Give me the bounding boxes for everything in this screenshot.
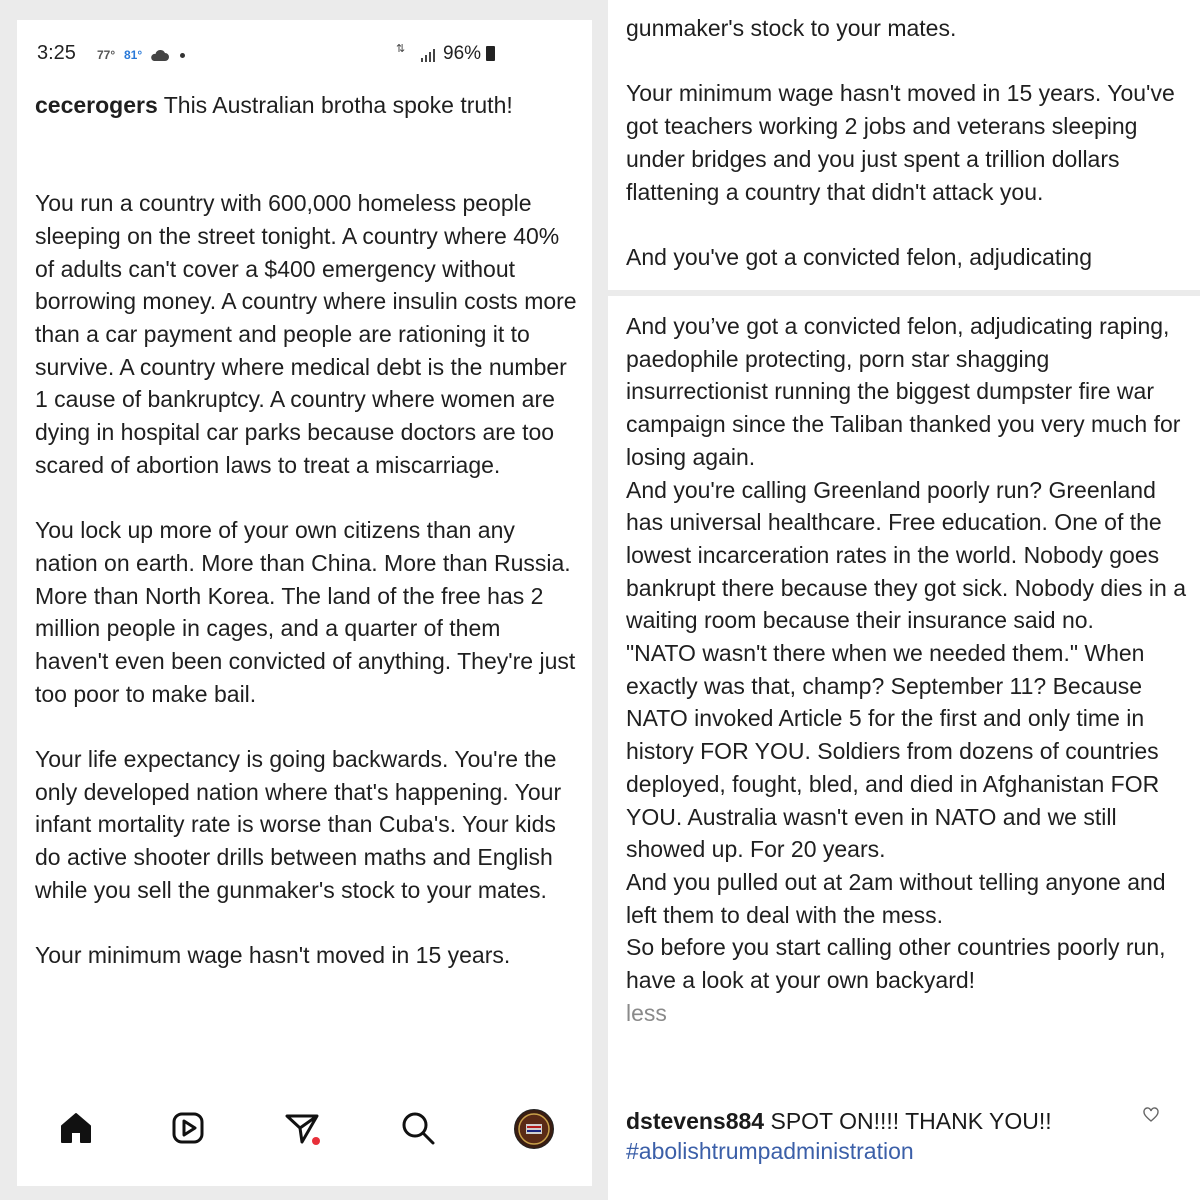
caption-paragraph: You lock up more of your own citizens than any nation on earth. More than China. More than Russia. More than North Korea. The land of the free has 2 million people in cages, and a quarter of them haven't even been convicted of anything. They're just too poor to make bail. (35, 517, 582, 707)
comment (626, 1105, 1166, 1138)
caption-paragraph: And you've got a convicted felon, adjudicating (626, 243, 1092, 270)
caption-paragraph: Your minimum wage hasn't moved in 15 years. You've got teachers working 2 jobs and veterans sleeping under bridges and you just spent a trillion dollars flattening a country that didn't attack you. (626, 80, 1182, 205)
data-arrows-icon: ⇅ (396, 43, 406, 55)
comment-text: SPOT ON!!!! THANK YOU!! (764, 1108, 1052, 1134)
messages-icon[interactable] (282, 1108, 322, 1148)
avatar-emblem-icon (515, 1110, 553, 1148)
cloud-icon (149, 48, 169, 62)
status-time: 3:25 (37, 42, 76, 64)
caption-intro: This Australian brotha spoke truth! (157, 92, 513, 118)
home-icon[interactable] (56, 1108, 96, 1148)
battery-icon (486, 46, 495, 61)
post-username[interactable]: cecerogers (35, 92, 158, 118)
temperature-low: 77° (97, 48, 116, 62)
right-top-caption (626, 12, 1186, 295)
battery-percent: 96% (443, 43, 482, 64)
notification-dot-icon (180, 53, 185, 58)
signal-icon (421, 48, 439, 62)
caption-paragraph: You run a country with 600,000 homeless people sleeping on the street tonight. A country where 40% of adults can't cover a $400 emergency without borrowing money. A country where insulin costs more than a car payment and people are rationing it to survive. A country where medical debt is the number 1 cause of bankruptcy. A country where women are dying in hospital car parks because doctors are too scared of abortion laws to treat a miscarriage. (35, 190, 583, 478)
caption-paragraph: Your minimum wage hasn't moved in 15 years. (35, 942, 511, 969)
left-post-caption (35, 89, 583, 1094)
caption-paragraph: Your life expectancy is going backwards. You're the only developed nation where that's happening. Your infant mortality rate is worse than Cuba's. Your kids do active shooter drills between maths and English while you sell the gunmaker's stock to your mates. (35, 746, 568, 903)
caption-text: And you’ve got a convicted felon, adjudicating raping, paedophile protecting, porn star shagging insurrectionist running the biggest dumpster fire war campaign since the Taliban thanked you very much for losing again. And you're calling Greenland poorly run? Greenland has universal healthcare. Free education. One of the lowest incarceration rates in the world. Nobody goes bankrupt there because they got sick. Nobody dies in a waiting room because their insurance said no. "NATO wasn't there when we needed them." When exactly was that, champ? September 11? Because NATO invoked Article 5 for the first and only time in history FOR YOU. Soldiers from dozens of countries deployed, fought, bled, and died in Afghanistan FOR YOU. Australia wasn't even in NATO and we still showed up. For 20 years. And you pulled out at 2am without telling anyone and left them to deal with the mess. So before you start calling other countries poorly run, have a look at your own backyard! (626, 313, 1187, 994)
status-bar (37, 42, 547, 68)
comment-username[interactable]: dstevens884 (626, 1108, 765, 1134)
search-icon[interactable] (398, 1108, 438, 1148)
caption-paragraph: gunmaker's stock to your mates. (626, 15, 957, 41)
reels-icon[interactable] (168, 1108, 208, 1148)
heart-icon[interactable] (1142, 1106, 1160, 1124)
comment-hashtag[interactable]: #abolishtrumpadministration (626, 1138, 914, 1164)
profile-avatar[interactable] (514, 1109, 554, 1149)
less-link[interactable]: less (626, 999, 667, 1026)
temperature-high: 81° (124, 48, 143, 62)
right-bottom-caption (626, 310, 1186, 1029)
